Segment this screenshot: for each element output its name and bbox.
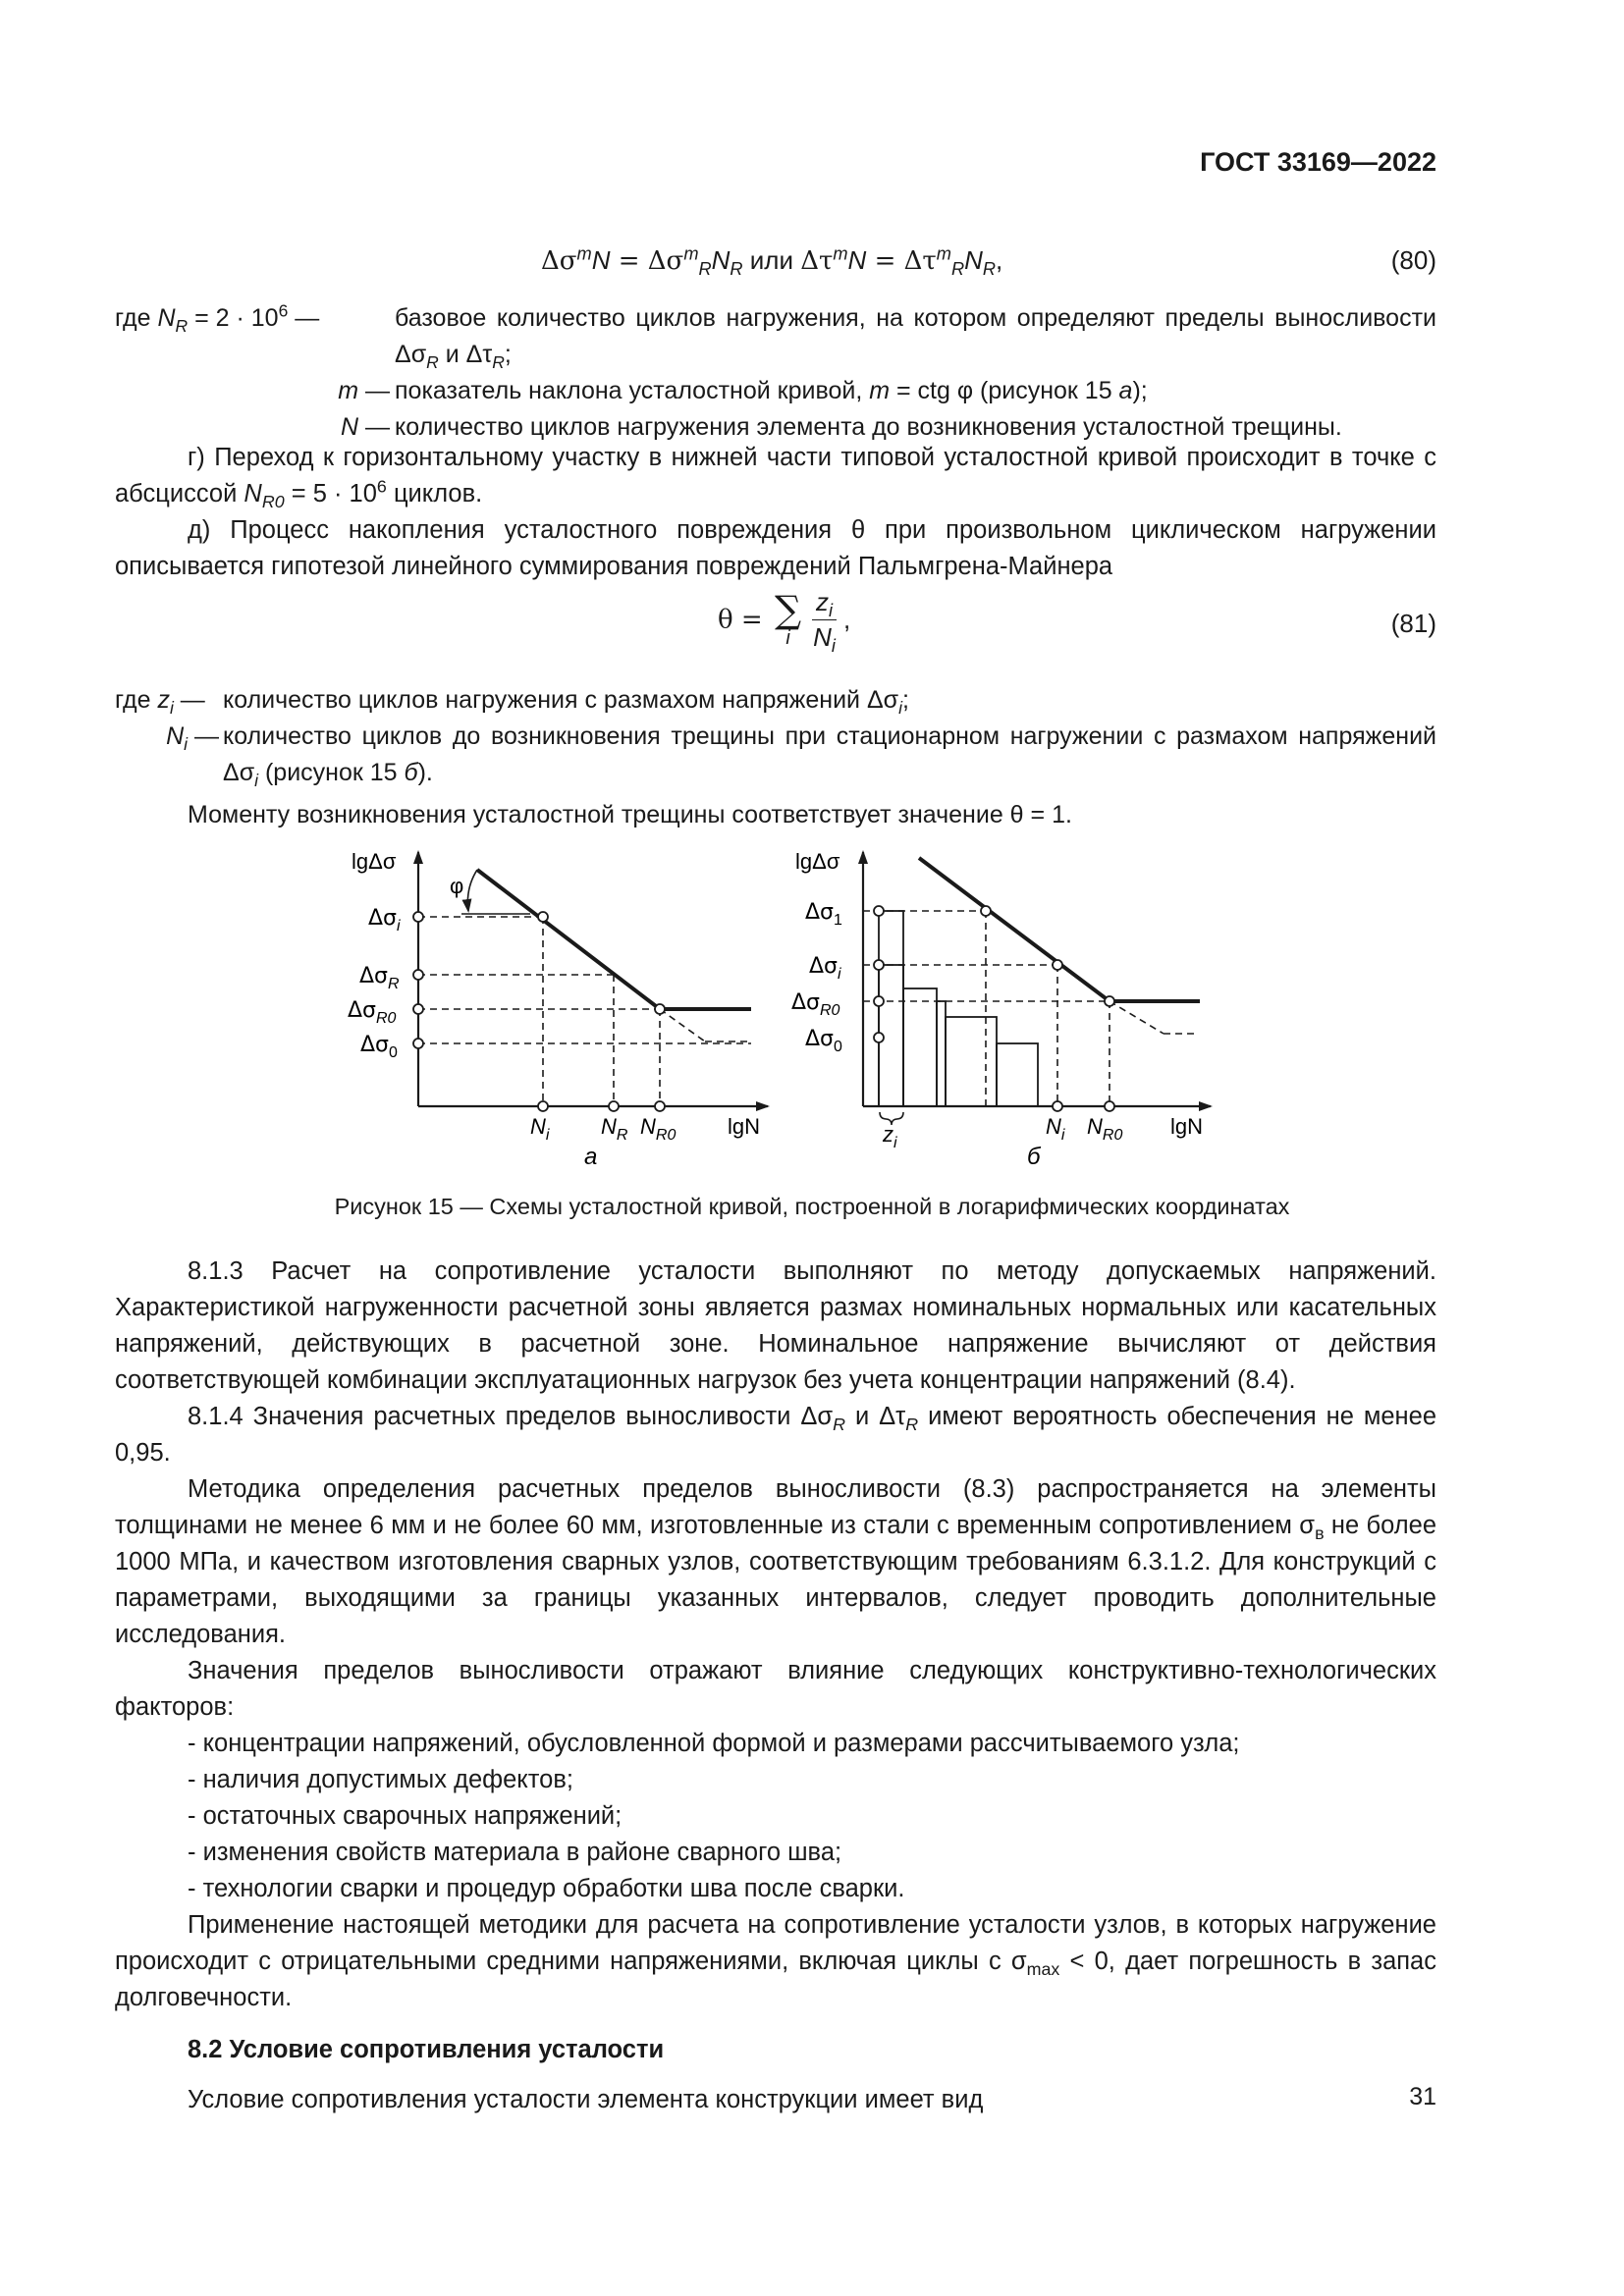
guide-lines bbox=[418, 917, 751, 1106]
y-axis-label: lgΔσ bbox=[352, 849, 397, 874]
list-item: - технологии сварки и процедур обработки шва после сварки. bbox=[188, 1875, 905, 1902]
figure-15 bbox=[0, 834, 1624, 1188]
phi-label: φ bbox=[450, 874, 464, 898]
y-tick-label: $\Delta\sigma_{R0}$ bbox=[791, 990, 840, 1019]
y-tick-label: $\Delta\sigma_{R0}$ bbox=[348, 998, 397, 1027]
list-item: - наличия допустимых дефектов; bbox=[188, 1766, 573, 1793]
point-marker bbox=[1105, 996, 1114, 1006]
phi-arc bbox=[467, 870, 477, 911]
figure-caption: Рисунок 15 — Схемы усталостной кривой, построенной в логарифмических координатах bbox=[334, 1194, 1290, 1219]
paragraph-last: Условие сопротивления усталости элемента конструкции имеет вид bbox=[188, 2086, 984, 2113]
x-tick-label: $N_i$ bbox=[530, 1114, 550, 1144]
paragraph-g: г) Переход к горизонтальному участку в нижней части типовой усталостной кривой происходит в точке с абсциссой $N_{R0} = 5 \cdot 10^6$ циклов. bbox=[115, 444, 1436, 512]
list-item: - остаточных сварочных напряжений; bbox=[188, 1802, 623, 1830]
y-tick-label: $\Delta\sigma_i$ bbox=[368, 906, 401, 934]
point-marker bbox=[655, 1004, 665, 1014]
equation-number: (81) bbox=[1390, 609, 1436, 638]
tick-marker bbox=[413, 1039, 423, 1048]
x-axis-label: lgN bbox=[1170, 1114, 1204, 1139]
document-id: ГОСТ 33169—2022 bbox=[1200, 147, 1436, 177]
main-text bbox=[115, 1254, 1436, 2118]
tick-marker bbox=[874, 1033, 884, 1042]
x-tick-label: $N_R$ bbox=[601, 1114, 628, 1144]
load-block bbox=[937, 1001, 946, 1106]
load-blocks bbox=[879, 911, 1038, 1106]
tick-marker bbox=[874, 996, 884, 1006]
tick-marker bbox=[1053, 1101, 1062, 1111]
where-item: m — показатель наклона усталостной кривой, m = ctg φ (рисунок 15 а); bbox=[338, 377, 1148, 404]
paragraph-moment: Моменту возникновения усталостной трещины соответствует значение θ = 1. bbox=[188, 801, 1072, 828]
x-tick-label: $N_i$ bbox=[1046, 1114, 1065, 1144]
y-tick-label: $\Delta\sigma_0$ bbox=[360, 1033, 398, 1061]
page-number: 31 bbox=[1409, 2083, 1436, 2110]
equation-80-formula: $\Delta\sigma^mN = \Delta\sigma^m_RN_R$ или $\Delta\tau^mN = \Delta\tau^m_RN_R$, bbox=[541, 243, 1003, 280]
x-tick-label: $z_i$ bbox=[883, 1122, 897, 1151]
tick-marker bbox=[874, 960, 884, 970]
panel-label: а bbox=[584, 1144, 598, 1170]
paragraphs-g-d bbox=[115, 440, 1436, 585]
section-heading-8-2: 8.2 Условие сопротивления усталости bbox=[188, 2036, 665, 2063]
paragraph-apply: Применение настоящей методики для расчета на сопротивление усталости узлов, в которых нагружение происходит с отрицательными средними напряжениями, включая циклы с $\sigma_{max} < 0$, дает погрешность в запас долговечности. bbox=[115, 1911, 1436, 2011]
where-block-81 bbox=[115, 682, 1436, 833]
paragraph-factors: Значения пределов выносливости отражают влияние следующих конструктивно-технологических факторов: bbox=[115, 1657, 1436, 1721]
paragraph-8-1-4: 8.1.4 Значения расчетных пределов выносливости $\Delta\sigma_R$ и $\Delta\tau_R$ имеют вероятность обеспечения не менее 0,95. bbox=[115, 1403, 1436, 1467]
point-marker bbox=[1053, 960, 1062, 970]
tick-marker bbox=[413, 1004, 423, 1014]
where-block-80 bbox=[115, 300, 1436, 446]
load-block bbox=[946, 1017, 997, 1106]
load-block bbox=[997, 1043, 1038, 1106]
tick-marker bbox=[655, 1101, 665, 1111]
point-marker bbox=[538, 912, 548, 922]
tick-marker bbox=[1105, 1101, 1114, 1111]
y-tick-label: $\Delta\sigma_0$ bbox=[805, 1027, 842, 1055]
list-item: - концентрации напряжений, обусловленной формой и размерами рассчитываемого узла; bbox=[188, 1730, 1240, 1757]
x-axis-label: lgN bbox=[728, 1114, 761, 1139]
y-tick-label: $\Delta\sigma_i$ bbox=[809, 954, 841, 983]
x-tick-label: $N_{R0}$ bbox=[640, 1114, 677, 1144]
equation-81 bbox=[0, 587, 1436, 666]
tick-marker bbox=[538, 1101, 548, 1111]
where-item: $N_i$ — количество циклов до возникновения трещины при стационарном нагружении с размахом напряжений $\Delta\sigma_i$ (рисунок 15 б). bbox=[166, 722, 1436, 790]
equation-81-formula: θ = ∑ i $\frac{z_i}{N_i}$ , bbox=[718, 587, 851, 657]
point-marker bbox=[981, 906, 991, 916]
x-tick-label: $N_{R0}$ bbox=[1087, 1114, 1123, 1144]
load-block bbox=[879, 911, 903, 1106]
where-item: где $z_i$ — количество циклов нагружения с размахом напряжений $\Delta\sigma_i$; bbox=[115, 686, 909, 718]
tick-marker bbox=[874, 906, 884, 916]
list-item: - изменения свойств материала в районе сварного шва; bbox=[188, 1839, 842, 1866]
where-item: N — количество циклов нагружения элемента до возникновения усталостной трещины. bbox=[340, 413, 1342, 441]
y-tick-label: $\Delta\sigma_1$ bbox=[805, 900, 842, 929]
panel-label: б bbox=[1027, 1144, 1041, 1170]
tick-marker bbox=[413, 970, 423, 980]
equation-number: (80) bbox=[1390, 245, 1436, 275]
y-axis-label: lgΔσ bbox=[795, 849, 840, 874]
paragraph-method: Методика определения расчетных пределов выносливости (8.3) распространяется на элементы толщинами не менее 6 мм и не более 60 мм, изготовленные из стали с временным сопротивлением $\sigma_в$ не более 1000 МПа, и качеством изготовления сварных узлов, соответствующим требованиям 6.3.1.2. Для конструкций с параметрами, выходящими за границы указанных интервалов, следует проводить дополнительные исследования. bbox=[115, 1475, 1437, 1648]
paragraph-8-1-3: 8.1.3 Расчет на сопротивление усталости выполняют по методу допускаемых напряжений. Характеристикой нагруженности расчетной зоны является размах номинальных нормальных или касательных напряжений, действующих в расчетной зоне. Номинальное напряжение вычисляют от действия соответствующей комбинации эксплуатационных нагрузок без учета концентрации напряжений (8.4). bbox=[115, 1257, 1436, 1394]
tick-marker bbox=[609, 1101, 619, 1111]
y-tick-label: $\Delta\sigma_R$ bbox=[359, 964, 400, 992]
tick-marker bbox=[413, 912, 423, 922]
figure-panel-a bbox=[348, 849, 768, 1170]
load-block bbox=[903, 988, 937, 1106]
figure-panel-b bbox=[791, 849, 1211, 1170]
where-item: где $N_R = 2 \cdot 10^6$ — базовое количество циклов нагружения, на котором определяют пределы выносливости $\Delta\sigma_R$ и $\Delta\tau_R$; bbox=[115, 300, 1436, 372]
paragraph-d: д) Процесс накопления усталостного повреждения θ при произвольном циклическом нагружении описывается гипотезой линейного суммирования повреждений Пальмгрена-Майнера bbox=[115, 516, 1436, 580]
fatigue-curve bbox=[919, 858, 1200, 1001]
